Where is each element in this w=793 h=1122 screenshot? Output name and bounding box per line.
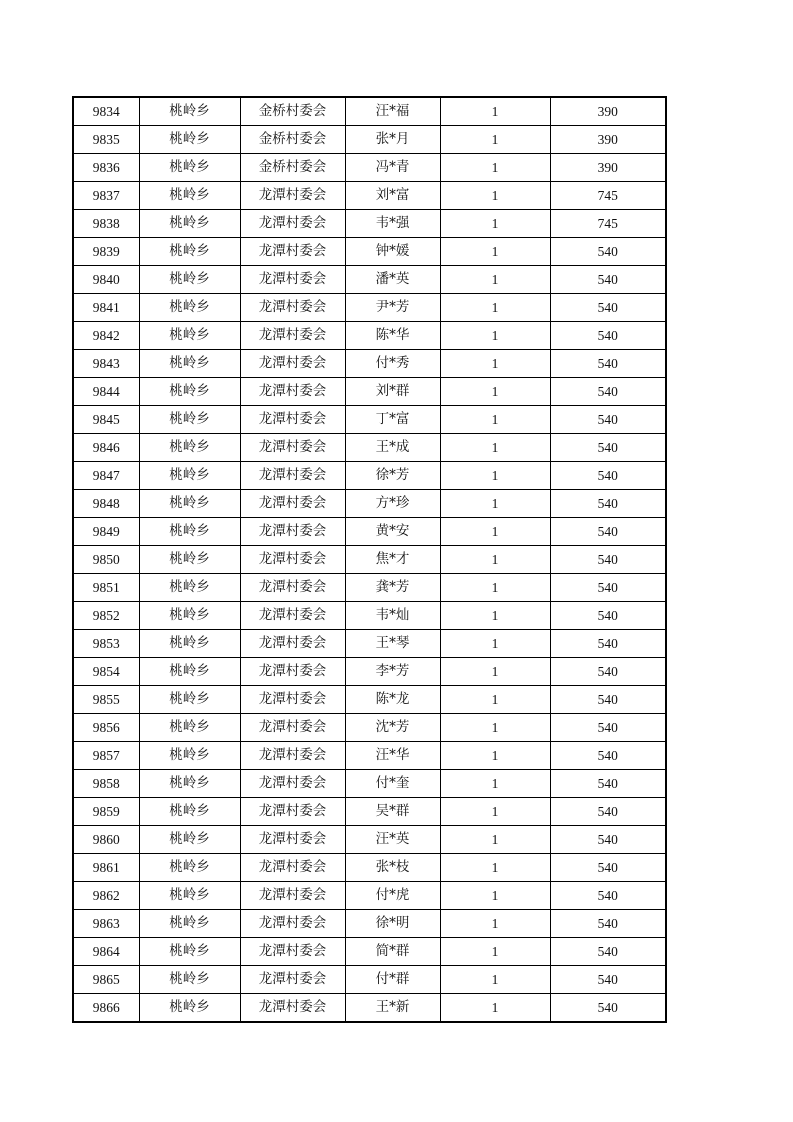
- township-cell: 桃岭乡: [139, 518, 240, 546]
- serial-number-cell: 9859: [73, 798, 139, 826]
- village-committee-cell: 龙潭村委会: [240, 462, 345, 490]
- person-name-cell: 付*虎: [345, 882, 440, 910]
- village-committee-cell: 龙潭村委会: [240, 518, 345, 546]
- serial-number-cell: 9850: [73, 546, 139, 574]
- village-committee-cell: 龙潭村委会: [240, 798, 345, 826]
- person-name-cell: 焦*才: [345, 546, 440, 574]
- table-row: [73, 630, 666, 658]
- township-cell: 桃岭乡: [139, 434, 240, 462]
- count-cell: 1: [440, 462, 550, 490]
- serial-number-cell: 9847: [73, 462, 139, 490]
- amount-cell: 540: [550, 882, 666, 910]
- amount-cell: 540: [550, 350, 666, 378]
- count-cell: 1: [440, 378, 550, 406]
- village-committee-cell: 龙潭村委会: [240, 182, 345, 210]
- count-cell: 1: [440, 882, 550, 910]
- village-committee-cell: 龙潭村委会: [240, 294, 345, 322]
- village-committee-cell: 龙潭村委会: [240, 938, 345, 966]
- count-cell: 1: [440, 406, 550, 434]
- person-name-cell: 付*群: [345, 966, 440, 994]
- amount-cell: 745: [550, 210, 666, 238]
- village-committee-cell: 龙潭村委会: [240, 882, 345, 910]
- serial-number-cell: 9841: [73, 294, 139, 322]
- serial-number-cell: 9853: [73, 630, 139, 658]
- amount-cell: 540: [550, 910, 666, 938]
- serial-number-cell: 9840: [73, 266, 139, 294]
- table-row: [73, 994, 666, 1023]
- village-committee-cell: 龙潭村委会: [240, 238, 345, 266]
- count-cell: 1: [440, 434, 550, 462]
- amount-cell: 540: [550, 378, 666, 406]
- count-cell: 1: [440, 686, 550, 714]
- amount-cell: 745: [550, 182, 666, 210]
- amount-cell: 540: [550, 546, 666, 574]
- village-committee-cell: 龙潭村委会: [240, 854, 345, 882]
- township-cell: 桃岭乡: [139, 126, 240, 154]
- village-committee-cell: 龙潭村委会: [240, 910, 345, 938]
- township-cell: 桃岭乡: [139, 770, 240, 798]
- count-cell: 1: [440, 238, 550, 266]
- village-committee-cell: 龙潭村委会: [240, 714, 345, 742]
- count-cell: 1: [440, 266, 550, 294]
- person-name-cell: 尹*芳: [345, 294, 440, 322]
- amount-cell: 540: [550, 994, 666, 1023]
- count-cell: 1: [440, 658, 550, 686]
- serial-number-cell: 9851: [73, 574, 139, 602]
- amount-cell: 540: [550, 686, 666, 714]
- roster-table-body: [73, 97, 666, 1022]
- village-committee-cell: 龙潭村委会: [240, 406, 345, 434]
- amount-cell: 390: [550, 97, 666, 126]
- count-cell: 1: [440, 770, 550, 798]
- person-name-cell: 丁*富: [345, 406, 440, 434]
- amount-cell: 540: [550, 574, 666, 602]
- person-name-cell: 李*芳: [345, 658, 440, 686]
- amount-cell: 390: [550, 126, 666, 154]
- table-row: [73, 518, 666, 546]
- township-cell: 桃岭乡: [139, 882, 240, 910]
- count-cell: 1: [440, 630, 550, 658]
- table-row: [73, 546, 666, 574]
- amount-cell: 540: [550, 854, 666, 882]
- village-committee-cell: 龙潭村委会: [240, 574, 345, 602]
- table-row: [73, 406, 666, 434]
- amount-cell: 540: [550, 322, 666, 350]
- serial-number-cell: 9846: [73, 434, 139, 462]
- count-cell: 1: [440, 126, 550, 154]
- person-name-cell: 汪*英: [345, 826, 440, 854]
- village-committee-cell: 龙潭村委会: [240, 434, 345, 462]
- village-committee-cell: 龙潭村委会: [240, 602, 345, 630]
- table-row: [73, 686, 666, 714]
- table-row: [73, 826, 666, 854]
- person-name-cell: 付*秀: [345, 350, 440, 378]
- person-name-cell: 王*新: [345, 994, 440, 1023]
- village-committee-cell: 龙潭村委会: [240, 770, 345, 798]
- count-cell: 1: [440, 994, 550, 1023]
- amount-cell: 540: [550, 714, 666, 742]
- serial-number-cell: 9838: [73, 210, 139, 238]
- person-name-cell: 简*群: [345, 938, 440, 966]
- serial-number-cell: 9842: [73, 322, 139, 350]
- table-row: [73, 126, 666, 154]
- amount-cell: 540: [550, 518, 666, 546]
- amount-cell: 540: [550, 966, 666, 994]
- serial-number-cell: 9863: [73, 910, 139, 938]
- count-cell: 1: [440, 854, 550, 882]
- township-cell: 桃岭乡: [139, 462, 240, 490]
- count-cell: 1: [440, 574, 550, 602]
- village-committee-cell: 龙潭村委会: [240, 994, 345, 1023]
- count-cell: 1: [440, 322, 550, 350]
- count-cell: 1: [440, 714, 550, 742]
- serial-number-cell: 9836: [73, 154, 139, 182]
- township-cell: 桃岭乡: [139, 294, 240, 322]
- village-committee-cell: 龙潭村委会: [240, 490, 345, 518]
- amount-cell: 540: [550, 434, 666, 462]
- count-cell: 1: [440, 518, 550, 546]
- amount-cell: 540: [550, 658, 666, 686]
- table-row: [73, 294, 666, 322]
- amount-cell: 540: [550, 742, 666, 770]
- count-cell: 1: [440, 490, 550, 518]
- township-cell: 桃岭乡: [139, 574, 240, 602]
- table-row: [73, 322, 666, 350]
- township-cell: 桃岭乡: [139, 322, 240, 350]
- serial-number-cell: 9845: [73, 406, 139, 434]
- village-committee-cell: 龙潭村委会: [240, 630, 345, 658]
- person-name-cell: 王*琴: [345, 630, 440, 658]
- person-name-cell: 韦*灿: [345, 602, 440, 630]
- serial-number-cell: 9861: [73, 854, 139, 882]
- person-name-cell: 张*枝: [345, 854, 440, 882]
- serial-number-cell: 9844: [73, 378, 139, 406]
- village-committee-cell: 龙潭村委会: [240, 826, 345, 854]
- township-cell: 桃岭乡: [139, 938, 240, 966]
- table-row: [73, 966, 666, 994]
- table-row: [73, 882, 666, 910]
- person-name-cell: 汪*福: [345, 97, 440, 126]
- amount-cell: 540: [550, 490, 666, 518]
- table-row: [73, 854, 666, 882]
- village-committee-cell: 龙潭村委会: [240, 966, 345, 994]
- person-name-cell: 王*成: [345, 434, 440, 462]
- serial-number-cell: 9866: [73, 994, 139, 1023]
- table-row: [73, 714, 666, 742]
- person-name-cell: 汪*华: [345, 742, 440, 770]
- township-cell: 桃岭乡: [139, 714, 240, 742]
- amount-cell: 540: [550, 406, 666, 434]
- person-name-cell: 徐*明: [345, 910, 440, 938]
- township-cell: 桃岭乡: [139, 266, 240, 294]
- count-cell: 1: [440, 97, 550, 126]
- table-row: [73, 742, 666, 770]
- township-cell: 桃岭乡: [139, 742, 240, 770]
- person-name-cell: 张*月: [345, 126, 440, 154]
- amount-cell: 540: [550, 798, 666, 826]
- serial-number-cell: 9849: [73, 518, 139, 546]
- township-cell: 桃岭乡: [139, 686, 240, 714]
- township-cell: 桃岭乡: [139, 910, 240, 938]
- person-name-cell: 陈*华: [345, 322, 440, 350]
- village-committee-cell: 龙潭村委会: [240, 742, 345, 770]
- person-name-cell: 黄*安: [345, 518, 440, 546]
- table-row: [73, 378, 666, 406]
- township-cell: 桃岭乡: [139, 182, 240, 210]
- serial-number-cell: 9856: [73, 714, 139, 742]
- roster-table: [72, 96, 667, 1023]
- serial-number-cell: 9843: [73, 350, 139, 378]
- count-cell: 1: [440, 350, 550, 378]
- table-row: [73, 238, 666, 266]
- person-name-cell: 刘*富: [345, 182, 440, 210]
- count-cell: 1: [440, 910, 550, 938]
- count-cell: 1: [440, 182, 550, 210]
- village-committee-cell: 龙潭村委会: [240, 546, 345, 574]
- village-committee-cell: 龙潭村委会: [240, 350, 345, 378]
- serial-number-cell: 9865: [73, 966, 139, 994]
- table-row: [73, 798, 666, 826]
- village-committee-cell: 龙潭村委会: [240, 686, 345, 714]
- village-committee-cell: 龙潭村委会: [240, 378, 345, 406]
- serial-number-cell: 9834: [73, 97, 139, 126]
- person-name-cell: 钟*媛: [345, 238, 440, 266]
- village-committee-cell: 龙潭村委会: [240, 322, 345, 350]
- amount-cell: 540: [550, 266, 666, 294]
- table-row: [73, 490, 666, 518]
- person-name-cell: 韦*强: [345, 210, 440, 238]
- count-cell: 1: [440, 154, 550, 182]
- person-name-cell: 龚*芳: [345, 574, 440, 602]
- village-committee-cell: 龙潭村委会: [240, 210, 345, 238]
- village-committee-cell: 金桥村委会: [240, 126, 345, 154]
- serial-number-cell: 9848: [73, 490, 139, 518]
- table-row: [73, 770, 666, 798]
- count-cell: 1: [440, 938, 550, 966]
- person-name-cell: 冯*青: [345, 154, 440, 182]
- count-cell: 1: [440, 798, 550, 826]
- table-row: [73, 938, 666, 966]
- serial-number-cell: 9839: [73, 238, 139, 266]
- person-name-cell: 陈*龙: [345, 686, 440, 714]
- table-row: [73, 182, 666, 210]
- township-cell: 桃岭乡: [139, 238, 240, 266]
- table-row: [73, 266, 666, 294]
- township-cell: 桃岭乡: [139, 658, 240, 686]
- township-cell: 桃岭乡: [139, 630, 240, 658]
- table-row: [73, 210, 666, 238]
- township-cell: 桃岭乡: [139, 378, 240, 406]
- township-cell: 桃岭乡: [139, 798, 240, 826]
- serial-number-cell: 9837: [73, 182, 139, 210]
- count-cell: 1: [440, 294, 550, 322]
- count-cell: 1: [440, 742, 550, 770]
- count-cell: 1: [440, 546, 550, 574]
- serial-number-cell: 9864: [73, 938, 139, 966]
- count-cell: 1: [440, 826, 550, 854]
- amount-cell: 540: [550, 602, 666, 630]
- person-name-cell: 刘*群: [345, 378, 440, 406]
- village-committee-cell: 金桥村委会: [240, 97, 345, 126]
- serial-number-cell: 9857: [73, 742, 139, 770]
- person-name-cell: 方*珍: [345, 490, 440, 518]
- township-cell: 桃岭乡: [139, 994, 240, 1023]
- serial-number-cell: 9854: [73, 658, 139, 686]
- township-cell: 桃岭乡: [139, 210, 240, 238]
- count-cell: 1: [440, 602, 550, 630]
- table-row: [73, 154, 666, 182]
- township-cell: 桃岭乡: [139, 406, 240, 434]
- serial-number-cell: 9858: [73, 770, 139, 798]
- township-cell: 桃岭乡: [139, 490, 240, 518]
- count-cell: 1: [440, 966, 550, 994]
- amount-cell: 540: [550, 462, 666, 490]
- person-name-cell: 潘*英: [345, 266, 440, 294]
- township-cell: 桃岭乡: [139, 826, 240, 854]
- amount-cell: 390: [550, 154, 666, 182]
- table-row: [73, 434, 666, 462]
- table-row: [73, 350, 666, 378]
- person-name-cell: 付*奎: [345, 770, 440, 798]
- serial-number-cell: 9835: [73, 126, 139, 154]
- table-row: [73, 658, 666, 686]
- amount-cell: 540: [550, 630, 666, 658]
- township-cell: 桃岭乡: [139, 966, 240, 994]
- serial-number-cell: 9852: [73, 602, 139, 630]
- amount-cell: 540: [550, 826, 666, 854]
- count-cell: 1: [440, 210, 550, 238]
- table-row: [73, 574, 666, 602]
- township-cell: 桃岭乡: [139, 154, 240, 182]
- serial-number-cell: 9860: [73, 826, 139, 854]
- table-row: [73, 602, 666, 630]
- table-row: [73, 97, 666, 126]
- person-name-cell: 徐*芳: [345, 462, 440, 490]
- township-cell: 桃岭乡: [139, 350, 240, 378]
- township-cell: 桃岭乡: [139, 97, 240, 126]
- person-name-cell: 吴*群: [345, 798, 440, 826]
- township-cell: 桃岭乡: [139, 854, 240, 882]
- amount-cell: 540: [550, 294, 666, 322]
- person-name-cell: 沈*芳: [345, 714, 440, 742]
- amount-cell: 540: [550, 770, 666, 798]
- serial-number-cell: 9862: [73, 882, 139, 910]
- amount-cell: 540: [550, 938, 666, 966]
- township-cell: 桃岭乡: [139, 602, 240, 630]
- serial-number-cell: 9855: [73, 686, 139, 714]
- amount-cell: 540: [550, 238, 666, 266]
- village-committee-cell: 龙潭村委会: [240, 266, 345, 294]
- village-committee-cell: 龙潭村委会: [240, 658, 345, 686]
- table-row: [73, 462, 666, 490]
- village-committee-cell: 金桥村委会: [240, 154, 345, 182]
- table-row: [73, 910, 666, 938]
- township-cell: 桃岭乡: [139, 546, 240, 574]
